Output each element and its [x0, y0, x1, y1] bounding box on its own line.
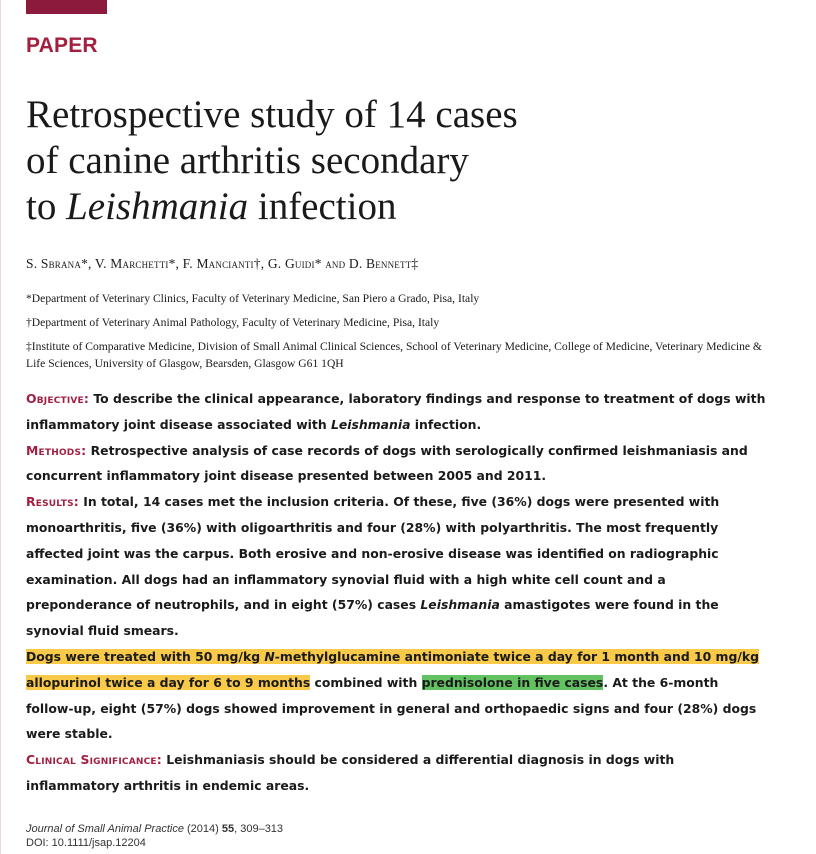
article-title	[26, 92, 746, 230]
affiliation-2: †Department of Veterinary Animal Pathology, Faculty of Veterinary Medicine, Pisa, Italy	[26, 316, 440, 329]
title-line-3-pre: to	[26, 185, 67, 228]
abstract-treatment	[26, 644, 766, 747]
section-label: PAPER	[26, 34, 98, 57]
treatment-hl-italic: N	[264, 648, 275, 664]
results-italic: Leishmania	[420, 597, 500, 613]
journal-name: Journal of Small Animal Practice	[26, 823, 184, 835]
author-list: S. Sbrana*, V. Marchetti*, F. Mancianti†, G. Guidi* and D. Bennett‡	[26, 256, 419, 271]
highlight-prednisolone-green: prednisolone in five cases	[421, 674, 604, 690]
treatment-post: . At the 6-month follow-up, eight (57%) dogs showed improvement in general and orthopaedic signs and four (28%) dogs were stable.	[26, 674, 757, 742]
citation-footer	[26, 822, 283, 850]
results-text-pre: In total, 14 cases met the inclusion criteria. Of these, five (36%) dogs were presented with monoarthritis, five (36%) with oligoarthritis and four (28%) with polyarthritis. The most frequently affected joint was the carpus. Both erosive and non-erosive disease was identified on radiographic examination. All dogs had an inflammatory synovial fluid with a high white cell count and a preponderance of neutrophils, and in eight (57%) cases	[26, 494, 720, 613]
title-line-1: Retrospective study of 14 cases	[26, 93, 518, 136]
methods-label: Methods:	[26, 442, 87, 458]
abstract-methods	[26, 438, 766, 490]
abstract-objective	[26, 386, 766, 438]
treatment-hl-post: -methylglucamine antimoniate twice a day for 1 month and 10 mg/kg allopurinol twice a day for 6 to 9 months	[26, 648, 759, 690]
affiliation-3: ‡Institute of Comparative Medicine, Division of Small Animal Clinical Sciences, School of Veterinary Medicine, College of Medicine, Veterinary Medicine & Life Sciences, University of Glasgow, Bearsden, Glasgow G61 1QH	[26, 340, 762, 370]
clinical-text: Leishmaniasis should be considered a differential diagnosis in dogs with inflammatory arthritis in endemic areas.	[26, 752, 675, 793]
objective-text-post: infection.	[410, 416, 482, 432]
affiliation-1: *Department of Veterinary Clinics, Faculty of Veterinary Medicine, San Piero a Grado, Pisa, Italy	[26, 292, 480, 305]
abstract-results	[26, 489, 766, 644]
title-italic-genus: Leishmania	[66, 185, 249, 228]
abstract	[26, 386, 766, 799]
treatment-hl-pre: Dogs were treated with 50 mg/kg	[26, 648, 265, 664]
clinical-label: Clinical Significance:	[26, 752, 162, 768]
journal-volume: 55	[221, 823, 235, 835]
doi: DOI: 10.1111/jsap.12204	[26, 837, 146, 849]
results-text-post: amastigotes were found in the synovial fluid smears.	[26, 597, 719, 639]
objective-italic: Leishmania	[331, 416, 411, 432]
journal-pages: , 309–313	[234, 823, 284, 835]
title-line-3-post: infection	[248, 185, 397, 228]
methods-text: Retrospective analysis of case records of dogs with serologically confirmed leishmaniasis and concurrent inflammatory joint disease presented between 2005 and 2011.	[26, 442, 748, 484]
treatment-mid: combined with	[310, 674, 422, 690]
section-color-bar	[26, 0, 107, 14]
results-label: Results:	[26, 494, 79, 510]
journal-year: (2014)	[183, 823, 222, 835]
page-left-edge	[0, 0, 3, 854]
journal-citation	[26, 822, 283, 836]
title-line-2: of canine arthritis secondary	[26, 139, 469, 182]
abstract-clinical-significance	[26, 747, 766, 799]
objective-text-pre: To describe the clinical appearance, laboratory findings and response to treatment of dogs with inflammatory joint disease associated with	[26, 391, 766, 432]
objective-label: Objective:	[26, 391, 90, 406]
